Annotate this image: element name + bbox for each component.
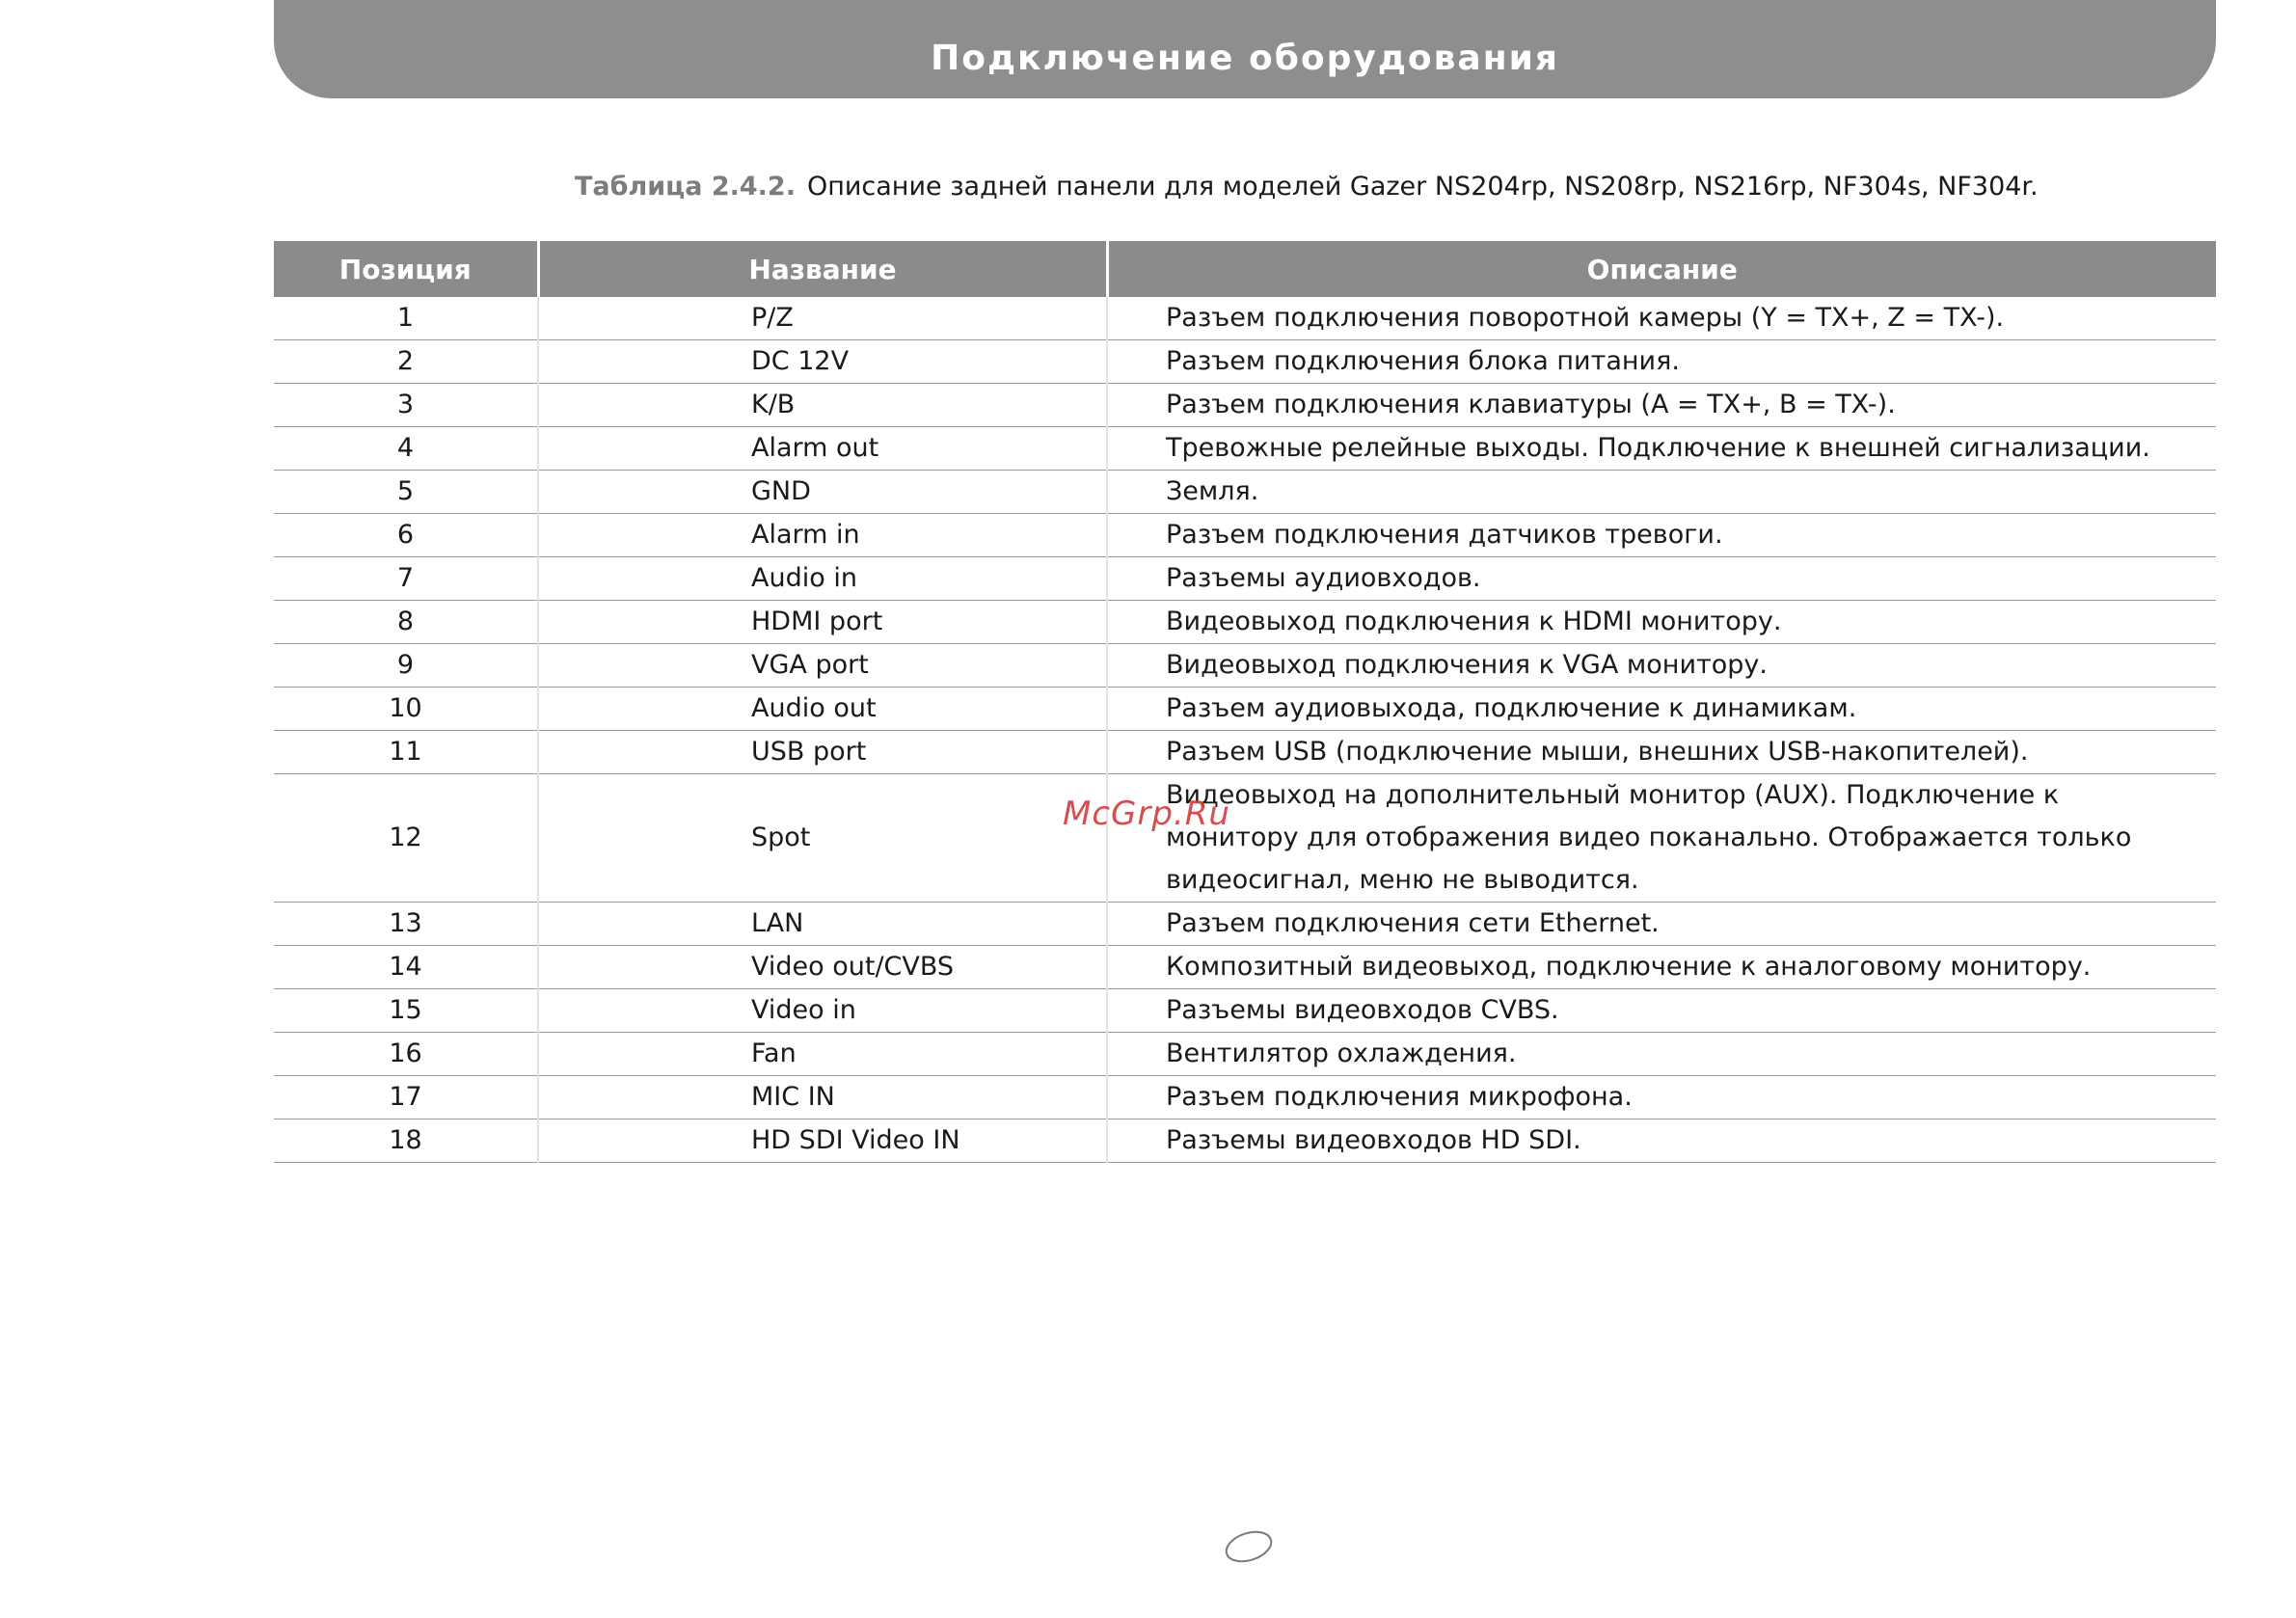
table-row	[274, 557, 2216, 601]
cell-position: 5	[274, 471, 538, 514]
cell-position: 16	[274, 1033, 538, 1076]
table-row	[274, 1033, 2216, 1076]
cell-description: Видеовыход на дополнительный монитор (AUX). Подключение к монитору для отображения видео поканально. Отображается только видеосигнал, меню не выводится.	[1107, 774, 2216, 903]
cell-name: GND	[538, 471, 1107, 514]
cell-description: Видеовыход подключения к VGA монитору.	[1107, 644, 2216, 688]
cell-position: 6	[274, 514, 538, 557]
table-body	[274, 297, 2216, 1163]
table-row	[274, 946, 2216, 989]
cell-position: 15	[274, 989, 538, 1033]
cell-position: 3	[274, 384, 538, 427]
cell-position: 2	[274, 340, 538, 384]
cell-name: Alarm in	[538, 514, 1107, 557]
cell-name: Audio in	[538, 557, 1107, 601]
cell-description: Видеовыход подключения к HDMI монитору.	[1107, 601, 2216, 644]
cell-name: HDMI port	[538, 601, 1107, 644]
column-header-name: Название	[538, 241, 1107, 297]
cell-position: 17	[274, 1076, 538, 1119]
table-row	[274, 514, 2216, 557]
table-row	[274, 340, 2216, 384]
table-row	[274, 1076, 2216, 1119]
cell-name: Fan	[538, 1033, 1107, 1076]
table-row	[274, 774, 2216, 903]
cell-position: 9	[274, 644, 538, 688]
cell-description: Разъем USB (подключение мыши, внешних USB-накопителей).	[1107, 731, 2216, 774]
cell-position: 8	[274, 601, 538, 644]
rear-panel-table	[274, 241, 2216, 1163]
cell-description: Тревожные релейные выходы. Подключение к внешней сигнализации.	[1107, 427, 2216, 471]
cell-name: Video out/CVBS	[538, 946, 1107, 989]
cell-position: 10	[274, 688, 538, 731]
watermark-text: McGrp.Ru	[1063, 795, 1230, 833]
cell-description: Разъем подключения сети Ethernet.	[1107, 903, 2216, 946]
cell-position: 18	[274, 1119, 538, 1163]
table-caption-label: Таблица 2.4.2.	[575, 172, 796, 202]
cell-name: K/B	[538, 384, 1107, 427]
cell-name: VGA port	[538, 644, 1107, 688]
table-row	[274, 644, 2216, 688]
table-caption	[575, 172, 2039, 202]
cell-name: Alarm out	[538, 427, 1107, 471]
cell-description: Вентилятор охлаждения.	[1107, 1033, 2216, 1076]
table-row	[274, 601, 2216, 644]
cell-description: Разъемы аудиовходов.	[1107, 557, 2216, 601]
page-title: Подключение оборудования	[931, 39, 1559, 78]
column-header-description: Описание	[1107, 241, 2216, 297]
cell-name: USB port	[538, 731, 1107, 774]
cell-position: 11	[274, 731, 538, 774]
cell-description: Разъем подключения поворотной камеры (Y = TX+, Z = TX-).	[1107, 297, 2216, 340]
cell-name: Spot	[538, 774, 1107, 903]
cell-description: Разъем подключения блока питания.	[1107, 340, 2216, 384]
cell-name: DC 12V	[538, 340, 1107, 384]
table-row	[274, 903, 2216, 946]
cell-position: 13	[274, 903, 538, 946]
table-row	[274, 427, 2216, 471]
page-header	[274, 0, 2216, 98]
table-row	[274, 1119, 2216, 1163]
table-row	[274, 989, 2216, 1033]
cell-description: Разъем аудиовыхода, подключение к динамикам.	[1107, 688, 2216, 731]
cell-name: MIC IN	[538, 1076, 1107, 1119]
cell-description: Разъемы видеовходов CVBS.	[1107, 989, 2216, 1033]
cell-name: P/Z	[538, 297, 1107, 340]
cell-position: 7	[274, 557, 538, 601]
column-header-position: Позиция	[274, 241, 538, 297]
cell-description: Композитный видеовыход, подключение к аналоговому монитору.	[1107, 946, 2216, 989]
cell-position: 14	[274, 946, 538, 989]
cell-description: Разъем подключения микрофона.	[1107, 1076, 2216, 1119]
cell-position: 1	[274, 297, 538, 340]
table-row	[274, 471, 2216, 514]
cell-name: Video in	[538, 989, 1107, 1033]
cell-name: Audio out	[538, 688, 1107, 731]
cell-name: LAN	[538, 903, 1107, 946]
cell-description: Разъем подключения датчиков тревоги.	[1107, 514, 2216, 557]
table-header-row	[274, 241, 2216, 297]
cell-position: 12	[274, 774, 538, 903]
cell-description: Разъем подключения клавиатуры (A = TX+, B = TX-).	[1107, 384, 2216, 427]
cell-position: 4	[274, 427, 538, 471]
cell-name: HD SDI Video IN	[538, 1119, 1107, 1163]
cell-description: Земля.	[1107, 471, 2216, 514]
table-row	[274, 731, 2216, 774]
table-caption-text: Описание задней панели для моделей Gazer NS204rp, NS208rp, NS216rp, NF304s, NF304r.	[806, 172, 2039, 202]
table-row	[274, 384, 2216, 427]
table-row	[274, 688, 2216, 731]
page-logo-icon	[1223, 1529, 1275, 1564]
cell-description: Разъемы видеовходов HD SDI.	[1107, 1119, 2216, 1163]
table-row	[274, 297, 2216, 340]
